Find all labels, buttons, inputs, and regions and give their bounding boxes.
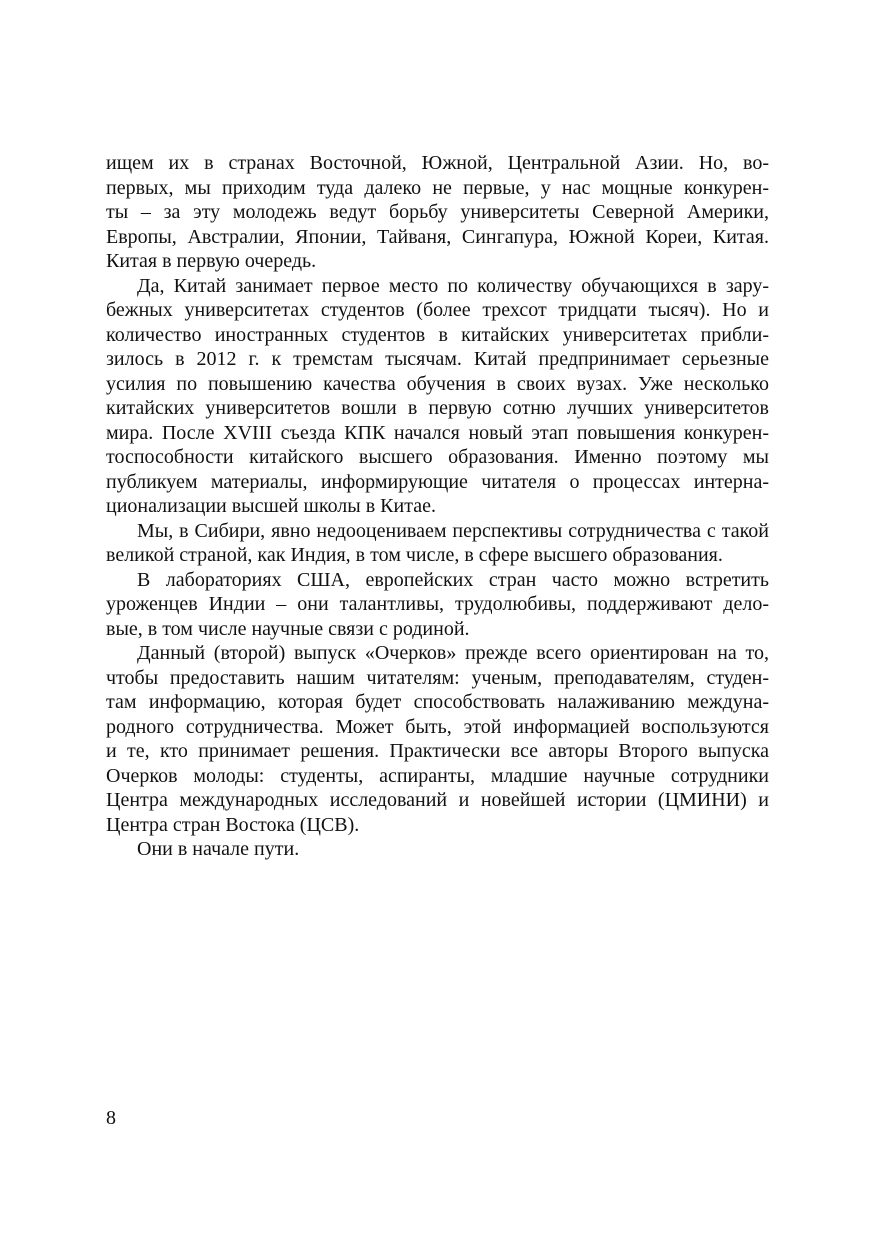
- text-line: Центра стран Востока (ЦСВ).: [106, 813, 360, 836]
- text-line: первых, мы приходим туда далеко не первые, у нас мощные конкурен-: [106, 176, 769, 199]
- text-line: В лабораториях США, европейских стран часто можно встретить: [137, 568, 769, 591]
- text-line: усилия по повышению качества обучения в своих вузах. Уже несколько: [106, 372, 769, 395]
- paragraph: [106, 519, 769, 568]
- text-line: там информацию, которая будет способствовать налаживанию междуна-: [106, 691, 769, 713]
- text-line: китайских университетов вошли в первую сотню лучших университетов: [106, 397, 769, 419]
- text-line: уроженцев Индии – они талантливы, трудолюбивы, поддерживают дело-: [106, 593, 769, 615]
- paragraph: [106, 641, 769, 837]
- text-line: родного сотрудничества. Может быть, этой информацией воспользуются: [106, 715, 769, 738]
- text-line: мира. После XVIII съезда КПК начался новый этап повышения конкурен-: [106, 421, 769, 444]
- text-line: зилось в 2012 г. к тремстам тысячам. Китай предпринимает серьезные: [106, 348, 769, 370]
- text-line: ищем их в странах Восточной, Южной, Центральной Азии. Но, во-: [106, 152, 769, 174]
- text-line: чтобы предоставить нашим читателям: ученым, преподавателям, студен-: [106, 666, 769, 689]
- text-line: Европы, Австралии, Японии, Тайваня, Сингапура, Южной Кореи, Китая.: [106, 225, 769, 248]
- text-line: Мы, в Сибири, явно недооцениваем перспективы сотрудничества с такой: [137, 519, 769, 542]
- text-line: ционализации высшей школы в Китае.: [106, 495, 436, 517]
- text-line: Да, Китай занимает первое место по количеству обучающихся в зару-: [137, 274, 769, 297]
- text-line: великой страной, как Индия, в том числе, в сфере высшего образования.: [106, 544, 723, 566]
- text-line: публикуем материалы, информирующие читателя о процессах интерна-: [106, 470, 769, 493]
- text-line: количество иностранных студентов в китайских университетах прибли-: [106, 323, 769, 346]
- text-line: и те, кто принимает решения. Практически все авторы Второго выпуска: [106, 740, 769, 762]
- text-line: ты – за эту молодежь ведут борьбу университеты Северной Америки,: [106, 201, 769, 223]
- text-line: Очерков молоды: студенты, аспиранты, младшие научные сотрудники: [106, 764, 769, 787]
- text-line: вые, в том числе научные связи с родиной.: [106, 617, 470, 640]
- text-line: Китая в первую очередь.: [106, 250, 317, 272]
- text-line: тоспособности китайского высшего образования. Именно поэтому мы: [106, 446, 769, 468]
- text-line: Центра международных исследований и новейшей истории (ЦМИНИ) и: [106, 789, 769, 811]
- text-line: бежных университетах студентов (более трехсот тридцати тысяч). Но и: [106, 299, 769, 321]
- text-line: Они в начале пути.: [137, 838, 300, 860]
- paragraph: [106, 568, 769, 642]
- page-number: 8: [106, 1107, 116, 1129]
- paragraph: [106, 837, 769, 862]
- text-line: Данный (второй) выпуск «Очерков» прежде всего ориентирован на то,: [137, 642, 769, 664]
- paragraph: [106, 274, 769, 519]
- body-text: [106, 151, 769, 862]
- paragraph: [106, 151, 769, 274]
